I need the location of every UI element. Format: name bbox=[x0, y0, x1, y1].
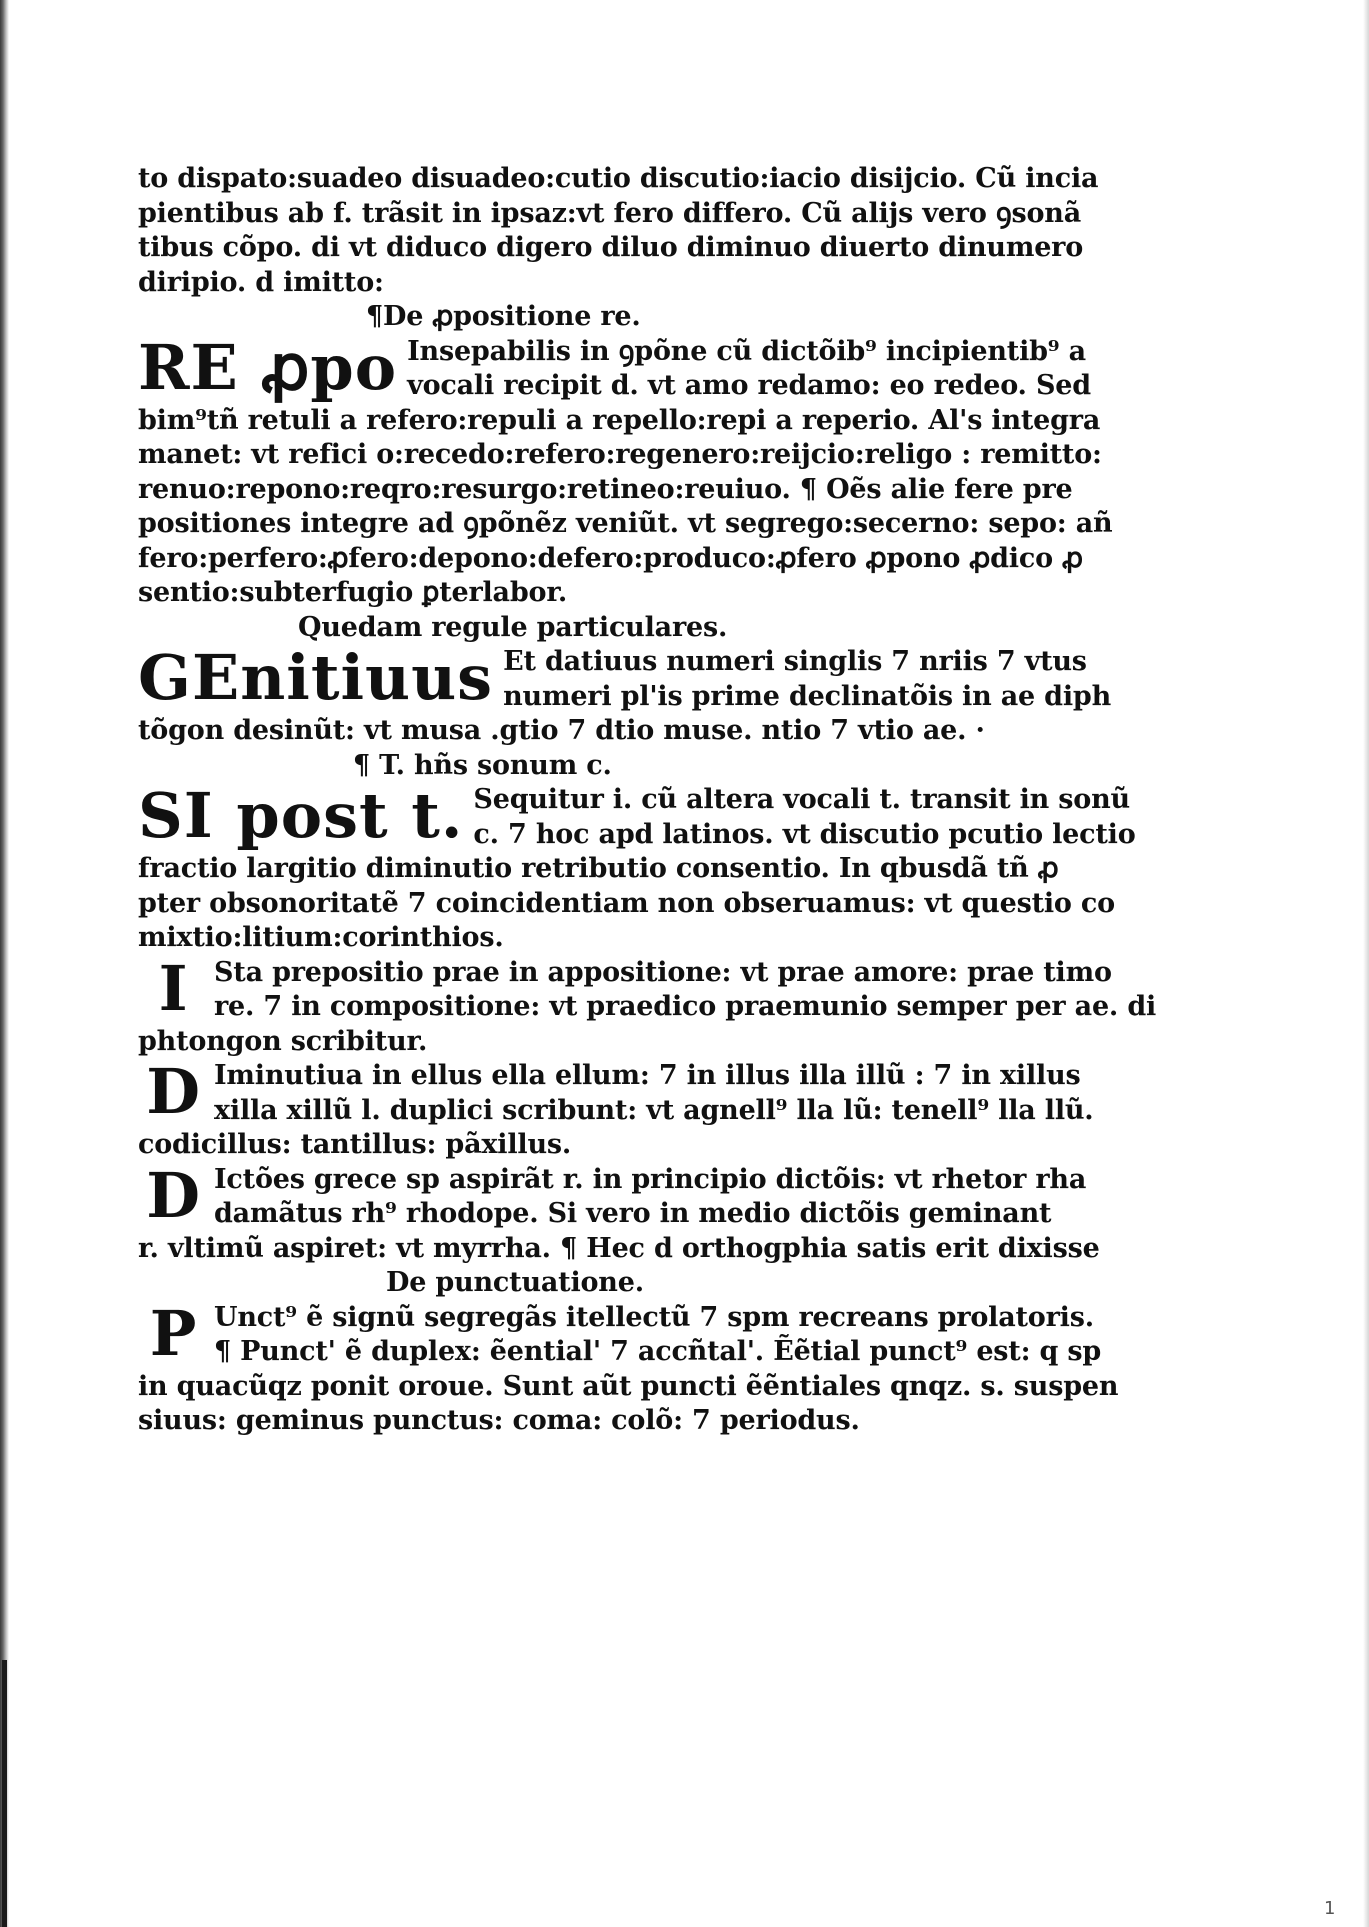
scan-right-edge bbox=[1363, 0, 1369, 1927]
text-line: renuo:repono:reqro:resurgo:retineo:reuiuo. ¶ Oẽs alie fere pre bbox=[138, 473, 1073, 505]
text-line: pientibus ab f. trãsit in ipsaz:vt fero differo. Cũ alijs vero ꝯsonã bbox=[138, 197, 1082, 229]
text-line: siuus: geminus punctus: coma: colõ: 7 periodus. bbox=[138, 1405, 860, 1436]
text-line: mixtio:litium:corinthios. bbox=[138, 922, 504, 953]
drop-initial-i: I bbox=[158, 951, 188, 1025]
text-line: Sequitur i. cũ altera vocali t. transit in sonũ bbox=[473, 784, 1130, 815]
heading-re-prepositione: ¶De ꝓpositione re. bbox=[366, 301, 641, 332]
text-line: r. vltimũ aspiret: vt myrrha. ¶ Hec d orthogphia satis erit dixisse bbox=[138, 1232, 1100, 1264]
text-line: tibus cõpo. di vt diduco digero diluo diminuo diuerto dinumero bbox=[138, 232, 1084, 263]
paragraph-dictiones bbox=[138, 1158, 1100, 1267]
text-line: codicillus: tantillus: pãxillus. bbox=[138, 1129, 572, 1160]
heading-regule-particulares: Quedam regule particulares. bbox=[298, 611, 728, 643]
scan-binding-edge bbox=[0, 0, 9, 1927]
scan-binding-shadow bbox=[2, 1660, 7, 1927]
text-line: diripio. d imitto: bbox=[138, 266, 384, 298]
paragraph-ista-prepositio bbox=[138, 951, 1157, 1060]
text-line: positiones integre ad ꝯpõnẽz veniũt. vt segrego:secerno: sepo: añ bbox=[138, 508, 1113, 539]
opening-paragraph bbox=[138, 162, 1099, 300]
text-line: phtongon scribitur. bbox=[138, 1025, 428, 1057]
text-line: vocali recipit d. vt amo redamo: eo redeo. Sed bbox=[407, 370, 1091, 401]
text-line: Et datiuus numeri singlis 7 nriis 7 vtus bbox=[503, 646, 1087, 677]
text-line: manet: vt refici o:recedo:refero:regenero:reijcio:religo : remitto: bbox=[138, 439, 1102, 470]
drop-initial-genitiuus: GEnitiuus bbox=[138, 641, 494, 714]
text-line: fractio largitio diminutio retributio consentio. In qbusdã tñ ꝓ bbox=[138, 853, 1059, 884]
text-line: numeri pl'is prime declinatõis in ae diph bbox=[503, 680, 1112, 712]
corner-page-mark: 1 bbox=[1324, 1898, 1336, 1919]
text-line: Iminutiua in ellus ella ellum: 7 in illus illa illũ : 7 in xillus bbox=[214, 1060, 1081, 1091]
text-line: in quacũqz ponit oroue. Sunt aũt puncti ẽẽntiales qnqz. s. suspen bbox=[138, 1370, 1119, 1402]
text-line: Ictões grece sp aspirãt r. in principio dictõis: vt rhetor rha bbox=[214, 1163, 1087, 1195]
text-line: Unct⁹ ẽ signũ segregãs itellectũ 7 spm recreans prolatoris. bbox=[214, 1301, 1094, 1333]
printed-text-block bbox=[138, 162, 1157, 1439]
heading-punctuatione: De punctuatione. bbox=[386, 1267, 644, 1298]
drop-initial-d: D bbox=[146, 1158, 200, 1232]
text-line: fero:perfero:ꝓfero:depono:defero:produco:ꝓfero ꝓpono ꝓdico ꝓ bbox=[138, 542, 1083, 574]
paragraph-punctus bbox=[138, 1296, 1119, 1439]
paragraph-si-post-t bbox=[138, 779, 1136, 956]
text-line: Insepabilis in ꝯpõne cũ dictõib⁹ incipientib⁹ a bbox=[407, 335, 1086, 367]
drop-initial-re: RE ꝓpo bbox=[138, 330, 398, 404]
heading-t-sonum-c: ¶ T. hñs sonum c. bbox=[353, 749, 612, 781]
text-line: ¶ Punct' ẽ duplex: ẽential' 7 accñtal'. Ẽẽtial punct⁹ est: q sp bbox=[214, 1336, 1102, 1367]
text-line: damãtus rh⁹ rhodope. Si vero in medio dictõis geminant bbox=[214, 1198, 1052, 1229]
text-line: re. 7 in compositione: vt praedico praemunio semper per ae. di bbox=[214, 991, 1157, 1022]
text-line: to dispato:suadeo disuadeo:cutio discutio:iacio disijcio. Cũ incia bbox=[138, 163, 1099, 194]
text-line: sentio:subterfugio ꝑterlabor. bbox=[138, 577, 568, 608]
text-line: Sta prepositio prae in appositione: vt prae amore: prae timo bbox=[214, 956, 1112, 988]
drop-initial-p: P bbox=[149, 1296, 197, 1370]
text-line: xilla xillũ l. duplici scribunt: vt agnell⁹ lla lũ: tenell⁹ lla llũ. bbox=[214, 1094, 1094, 1126]
text-line: c. 7 hoc apd latinos. vt discutio pcutio lectio bbox=[473, 818, 1136, 850]
drop-initial-si-post: SI post t. bbox=[138, 779, 464, 852]
drop-initial-d: D bbox=[146, 1055, 200, 1128]
paragraph-re bbox=[138, 330, 1113, 611]
text-line: bim⁹tñ retuli a refero:repuli a repello:repi a reperio. Al's integra bbox=[138, 404, 1101, 436]
paragraph-genitiuus bbox=[138, 641, 1112, 749]
paragraph-diminutiua bbox=[138, 1055, 1094, 1163]
text-line: pter obsonoritatẽ 7 coincidentiam non obseruamus: vt questio co bbox=[138, 887, 1115, 919]
text-line: tõgon desinũt: vt musa .gtio 7 dtio muse. ntio 7 vtio ae. · bbox=[138, 715, 985, 746]
